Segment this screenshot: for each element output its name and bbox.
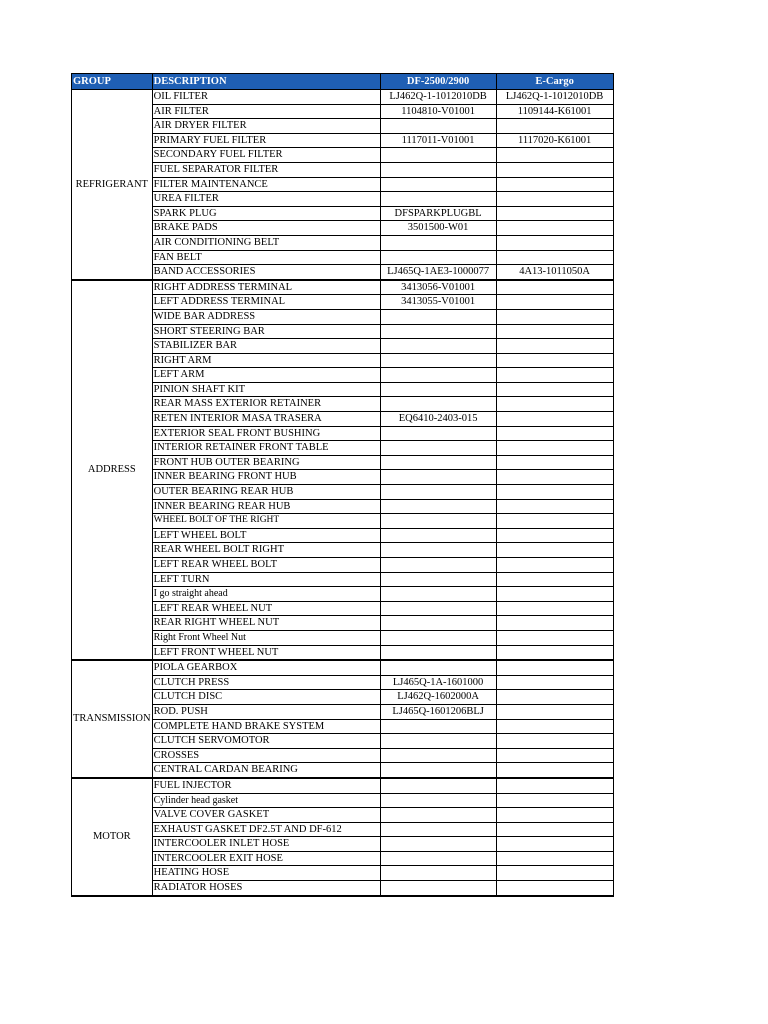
ecargo-part-cell [496, 837, 613, 852]
df-part-cell [380, 455, 496, 470]
description-cell: INTERCOOLER INLET HOSE [152, 837, 380, 852]
table-row [72, 793, 614, 808]
df-part-cell [380, 734, 496, 749]
description-cell: PRIMARY FUEL FILTER [152, 133, 380, 148]
df-part-cell [380, 645, 496, 660]
df-part-cell [380, 587, 496, 602]
ecargo-part-cell [496, 339, 613, 354]
description-cell: I go straight ahead [152, 587, 380, 602]
df-part-cell: 3413055-V01001 [380, 295, 496, 310]
table-row [72, 587, 614, 602]
description-cell: FAN BELT [152, 250, 380, 265]
table-row [72, 368, 614, 383]
group-cell: MOTOR [72, 778, 153, 896]
table-row [72, 601, 614, 616]
description-cell: STABILIZER BAR [152, 339, 380, 354]
description-cell: Right Front Wheel Nut [152, 630, 380, 645]
df-part-cell [380, 382, 496, 397]
description-cell: OUTER BEARING REAR HUB [152, 485, 380, 500]
ecargo-part-cell [496, 470, 613, 485]
table-row [72, 324, 614, 339]
df-part-cell: 1104810-V01001 [380, 104, 496, 119]
ecargo-part-cell [496, 455, 613, 470]
df-part-cell [380, 572, 496, 587]
df-part-cell [380, 822, 496, 837]
description-cell: CLUTCH DISC [152, 690, 380, 705]
df-part-cell: 3501500-W01 [380, 221, 496, 236]
table-row [72, 250, 614, 265]
df-part-cell: LJ462Q-1602000A [380, 690, 496, 705]
ecargo-part-cell [496, 499, 613, 514]
table-row [72, 265, 614, 280]
ecargo-part-cell [496, 866, 613, 881]
ecargo-part-cell [496, 558, 613, 573]
df-part-cell [380, 748, 496, 763]
df-part-cell [380, 763, 496, 778]
df-part-cell [380, 177, 496, 192]
ecargo-part-cell [496, 719, 613, 734]
description-cell: CLUTCH SERVOMOTOR [152, 734, 380, 749]
ecargo-part-cell: 1109144-K61001 [496, 104, 613, 119]
description-cell: LEFT FRONT WHEEL NUT [152, 645, 380, 660]
description-cell: SPARK PLUG [152, 206, 380, 221]
df-part-cell [380, 235, 496, 250]
df-part-cell [380, 119, 496, 134]
table-row [72, 455, 614, 470]
description-cell: LEFT WHEEL BOLT [152, 528, 380, 543]
ecargo-part-cell [496, 734, 613, 749]
description-cell: REAR MASS EXTERIOR RETAINER [152, 397, 380, 412]
table-row [72, 851, 614, 866]
table-row [72, 704, 614, 719]
ecargo-part-cell [496, 748, 613, 763]
table-row [72, 558, 614, 573]
df-part-cell: LJ465Q-1AE3-1000077 [380, 265, 496, 280]
table-row [72, 630, 614, 645]
df-part-cell [380, 808, 496, 823]
description-cell: BAND ACCESSORIES [152, 265, 380, 280]
ecargo-part-cell [496, 206, 613, 221]
table-row [72, 353, 614, 368]
ecargo-part-cell [496, 192, 613, 207]
df-part-cell [380, 601, 496, 616]
table-row [72, 382, 614, 397]
df-part-cell [380, 543, 496, 558]
description-cell: AIR FILTER [152, 104, 380, 119]
df-part-cell: DFSPARKPLUGBL [380, 206, 496, 221]
ecargo-part-cell [496, 324, 613, 339]
df-part-cell [380, 793, 496, 808]
description-cell: CROSSES [152, 748, 380, 763]
description-cell: EXHAUST GASKET DF2.5T AND DF-612 [152, 822, 380, 837]
ecargo-part-cell [496, 616, 613, 631]
table-row [72, 748, 614, 763]
ecargo-part-cell [496, 426, 613, 441]
table-row [72, 192, 614, 207]
ecargo-part-cell [496, 645, 613, 660]
description-cell: OIL FILTER [152, 90, 380, 105]
description-cell: EXTERIOR SEAL FRONT BUSHING [152, 426, 380, 441]
df-part-cell [380, 778, 496, 793]
description-cell: VALVE COVER GASKET [152, 808, 380, 823]
ecargo-part-cell [496, 881, 613, 896]
ecargo-part-cell [496, 295, 613, 310]
ecargo-part-cell [496, 763, 613, 778]
table-row [72, 104, 614, 119]
table-row [72, 778, 614, 793]
df-part-cell: 1117011-V01001 [380, 133, 496, 148]
ecargo-part-cell: 1117020-K61001 [496, 133, 613, 148]
table-row [72, 645, 614, 660]
description-cell: RIGHT ADDRESS TERMINAL [152, 280, 380, 295]
table-row [72, 309, 614, 324]
description-cell: WIDE BAR ADDRESS [152, 309, 380, 324]
description-cell: CLUTCH PRESS [152, 675, 380, 690]
description-cell: UREA FILTER [152, 192, 380, 207]
table-row [72, 426, 614, 441]
ecargo-part-cell [496, 250, 613, 265]
description-cell: WHEEL BOLT OF THE RIGHT [152, 514, 380, 529]
description-cell: INNER BEARING REAR HUB [152, 499, 380, 514]
table-row [72, 616, 614, 631]
description-cell: FRONT HUB OUTER BEARING [152, 455, 380, 470]
df-part-cell [380, 630, 496, 645]
df-part-cell: LJ465Q-1A-1601000 [380, 675, 496, 690]
ecargo-part-cell [496, 808, 613, 823]
description-cell: FILTER MAINTENANCE [152, 177, 380, 192]
ecargo-part-cell: LJ462Q-1-1012010DB [496, 90, 613, 105]
table-row [72, 412, 614, 427]
description-cell: AIR DRYER FILTER [152, 119, 380, 134]
group-cell: REFRIGERANT [72, 90, 153, 280]
ecargo-part-cell [496, 221, 613, 236]
ecargo-part-cell [496, 397, 613, 412]
table-row [72, 148, 614, 163]
ecargo-part-cell [496, 675, 613, 690]
description-cell: PINION SHAFT KIT [152, 382, 380, 397]
table-row [72, 808, 614, 823]
ecargo-part-cell [496, 235, 613, 250]
table-row [72, 822, 614, 837]
table-row [72, 763, 614, 778]
df-part-cell [380, 148, 496, 163]
table-row [72, 221, 614, 236]
table-row [72, 441, 614, 456]
df-part-cell [380, 309, 496, 324]
description-cell: INNER BEARING FRONT HUB [152, 470, 380, 485]
ecargo-part-cell [496, 514, 613, 529]
df-part-cell [380, 558, 496, 573]
df-part-cell [380, 719, 496, 734]
df-part-cell [380, 660, 496, 675]
table-row [72, 133, 614, 148]
ecargo-part-cell [496, 601, 613, 616]
df-part-cell [380, 616, 496, 631]
ecargo-part-cell [496, 309, 613, 324]
table-row [72, 470, 614, 485]
ecargo-part-cell [496, 162, 613, 177]
df-part-cell [380, 851, 496, 866]
description-cell: LEFT ARM [152, 368, 380, 383]
description-cell: COMPLETE HAND BRAKE SYSTEM [152, 719, 380, 734]
description-cell: LEFT TURN [152, 572, 380, 587]
table-row [72, 690, 614, 705]
df-part-cell [380, 162, 496, 177]
df-part-cell [380, 499, 496, 514]
description-cell: INTERCOOLER EXIT HOSE [152, 851, 380, 866]
description-cell: RETEN INTERIOR MASA TRASERA [152, 412, 380, 427]
ecargo-part-cell [496, 660, 613, 675]
description-cell: REAR RIGHT WHEEL NUT [152, 616, 380, 631]
description-cell: RIGHT ARM [152, 353, 380, 368]
table-body [72, 90, 614, 896]
ecargo-part-cell [496, 778, 613, 793]
ecargo-part-cell: 4A13-1011050A [496, 265, 613, 280]
ecargo-part-cell [496, 793, 613, 808]
table-row [72, 543, 614, 558]
df-part-cell [380, 528, 496, 543]
table-row [72, 866, 614, 881]
table-row [72, 206, 614, 221]
description-cell: LEFT ADDRESS TERMINAL [152, 295, 380, 310]
description-cell: CENTRAL CARDAN BEARING [152, 763, 380, 778]
ecargo-part-cell [496, 572, 613, 587]
ecargo-part-cell [496, 368, 613, 383]
parts-table-container [71, 73, 614, 897]
ecargo-part-cell [496, 543, 613, 558]
table-row [72, 177, 614, 192]
ecargo-part-cell [496, 353, 613, 368]
table-row [72, 528, 614, 543]
df-part-cell [380, 426, 496, 441]
ecargo-part-cell [496, 851, 613, 866]
description-cell: LEFT REAR WHEEL BOLT [152, 558, 380, 573]
table-row [72, 295, 614, 310]
df-part-cell: LJ462Q-1-1012010DB [380, 90, 496, 105]
df-part-cell [380, 485, 496, 500]
ecargo-part-cell [496, 412, 613, 427]
table-row [72, 499, 614, 514]
table-row [72, 485, 614, 500]
header-df: DF-2500/2900 [380, 74, 496, 90]
ecargo-part-cell [496, 630, 613, 645]
df-part-cell [380, 368, 496, 383]
ecargo-part-cell [496, 441, 613, 456]
df-part-cell [380, 324, 496, 339]
parts-table [71, 73, 614, 897]
table-row [72, 719, 614, 734]
ecargo-part-cell [496, 528, 613, 543]
ecargo-part-cell [496, 280, 613, 295]
description-cell: REAR WHEEL BOLT RIGHT [152, 543, 380, 558]
description-cell: SECONDARY FUEL FILTER [152, 148, 380, 163]
description-cell: INTERIOR RETAINER FRONT TABLE [152, 441, 380, 456]
table-row [72, 881, 614, 896]
group-cell: TRANSMISSION [72, 660, 153, 778]
description-cell: FUEL INJECTOR [152, 778, 380, 793]
df-part-cell [380, 881, 496, 896]
table-row [72, 90, 614, 105]
ecargo-part-cell [496, 177, 613, 192]
header-description: DESCRIPTION [152, 74, 380, 90]
table-row [72, 235, 614, 250]
df-part-cell [380, 470, 496, 485]
table-row [72, 837, 614, 852]
table-row [72, 280, 614, 295]
df-part-cell [380, 192, 496, 207]
table-row [72, 572, 614, 587]
description-cell: Cylinder head gasket [152, 793, 380, 808]
header-ecargo: E-Cargo [496, 74, 613, 90]
table-row [72, 397, 614, 412]
df-part-cell [380, 441, 496, 456]
description-cell: RADIATOR HOSES [152, 881, 380, 896]
ecargo-part-cell [496, 822, 613, 837]
ecargo-part-cell [496, 485, 613, 500]
table-row [72, 734, 614, 749]
ecargo-part-cell [496, 382, 613, 397]
ecargo-part-cell [496, 148, 613, 163]
df-part-cell: 3413056-V01001 [380, 280, 496, 295]
df-part-cell [380, 866, 496, 881]
df-part-cell [380, 837, 496, 852]
ecargo-part-cell [496, 704, 613, 719]
group-cell: ADDRESS [72, 280, 153, 660]
table-row [72, 675, 614, 690]
ecargo-part-cell [496, 119, 613, 134]
df-part-cell [380, 250, 496, 265]
df-part-cell [380, 339, 496, 354]
df-part-cell: EQ6410-2403-015 [380, 412, 496, 427]
description-cell: LEFT REAR WHEEL NUT [152, 601, 380, 616]
df-part-cell: LJ465Q-1601206BLJ [380, 704, 496, 719]
ecargo-part-cell [496, 690, 613, 705]
df-part-cell [380, 514, 496, 529]
df-part-cell [380, 353, 496, 368]
header-row [72, 74, 614, 90]
description-cell: BRAKE PADS [152, 221, 380, 236]
description-cell: PIOLA GEARBOX [152, 660, 380, 675]
table-row [72, 119, 614, 134]
description-cell: FUEL SEPARATOR FILTER [152, 162, 380, 177]
description-cell: ROD. PUSH [152, 704, 380, 719]
table-row [72, 339, 614, 354]
description-cell: HEATING HOSE [152, 866, 380, 881]
header-group: GROUP [72, 74, 153, 90]
table-row [72, 162, 614, 177]
df-part-cell [380, 397, 496, 412]
description-cell: SHORT STEERING BAR [152, 324, 380, 339]
table-row [72, 514, 614, 529]
table-row [72, 660, 614, 675]
ecargo-part-cell [496, 587, 613, 602]
description-cell: AIR CONDITIONING BELT [152, 235, 380, 250]
